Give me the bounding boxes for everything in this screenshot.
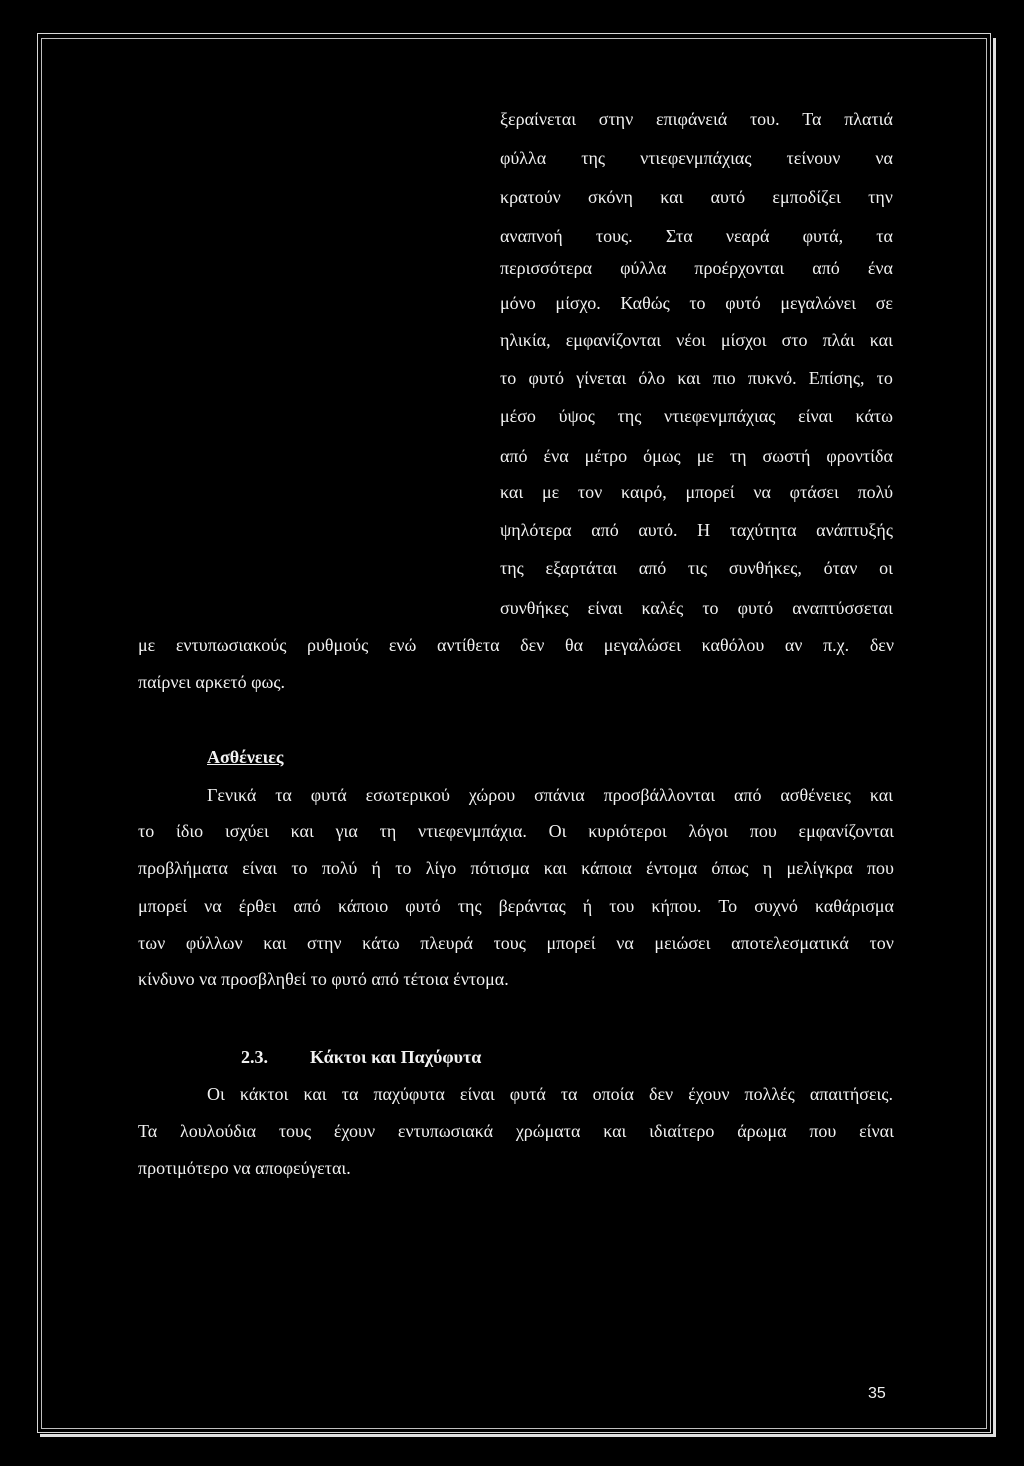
text-line: και με τον καιρό, μπορεί να φτάσει πολύ: [500, 482, 893, 502]
text-line: ηλικία, εμφανίζονται νέοι μίσχοι στο πλάι και: [500, 330, 893, 350]
text-line: Γενικά τα φυτά εσωτερικού χώρου σπάνια προσβάλλονται από ασθένειες και: [207, 785, 893, 805]
text-line: το ίδιο ισχύει και για τη ντιεφενμπάχια. Οι κυριότεροι λόγοι που εμφανίζονται: [138, 821, 894, 841]
text-line: μόνο μίσχο. Καθώς το φυτό μεγαλώνει σε: [500, 293, 893, 313]
page-number: 35: [868, 1385, 886, 1402]
text-line: ξεραίνεται στην επιφάνειά του. Τα πλατιά: [500, 109, 893, 129]
text-line: κρατούν σκόνη και αυτό εμποδίζει την: [500, 187, 893, 207]
section-title: Κάκτοι και Παχύφυτα: [310, 1047, 482, 1067]
text-line: με εντυπωσιακούς ρυθμούς ενώ αντίθετα δεν θα μεγαλώσει καθόλου αν π.χ. δεν: [138, 635, 894, 655]
text-line: Οι κάκτοι και τα παχύφυτα είναι φυτά τα οποία δεν έχουν πολλές απαιτήσεις.: [207, 1084, 893, 1104]
text-line: προτιμότερο να αποφεύγεται.: [138, 1158, 351, 1178]
page-border-bottom: [40, 1434, 996, 1437]
text-line: κίνδυνο να προσβληθεί το φυτό από τέτοια έντομα.: [138, 969, 509, 989]
text-line: από ένα μέτρο όμως με τη σωστή φροντίδα: [500, 446, 893, 466]
page-border-right: [993, 38, 996, 1436]
text-line: μπορεί να έρθει από κάποιο φυτό της βεράντας ή του κήπου. Το συχνό καθάρισμα: [138, 896, 894, 916]
heading-diseases: Ασθένειες: [207, 747, 284, 767]
text-line: παίρνει αρκετό φως.: [138, 672, 286, 692]
text-line: συνθήκες είναι καλές το φυτό αναπτύσσεται: [500, 598, 893, 618]
text-line: της εξαρτάται από τις συνθήκες, όταν οι: [500, 558, 893, 578]
text-line: φύλλα της ντιεφενμπάχιας τείνουν να: [500, 148, 893, 168]
text-line: περισσότερα φύλλα προέρχονται από ένα: [500, 258, 893, 278]
text-line: αναπνοή τους. Στα νεαρά φυτά, τα: [500, 226, 893, 246]
text-line: των φύλλων και στην κάτω πλευρά τους μπορεί να μειώσει αποτελεσματικά τον: [138, 933, 894, 953]
section-number: 2.3.: [241, 1047, 268, 1067]
text-line: προβλήματα είναι το πολύ ή το λίγο πότισμα και κάποια έντομα όπως η μελίγκρα που: [138, 858, 894, 878]
text-line: το φυτό γίνεται όλο και πιο πυκνό. Επίσης, το: [500, 368, 893, 388]
text-line: Τα λουλούδια τους έχουν εντυπωσιακά χρώματα και ιδιαίτερο άρωμα που είναι: [138, 1121, 894, 1141]
text-line: ψηλότερα από αυτό. Η ταχύτητα ανάπτυξής: [500, 520, 893, 540]
text-line: μέσο ύψος της ντιεφενμπάχιας είναι κάτω: [500, 406, 893, 426]
